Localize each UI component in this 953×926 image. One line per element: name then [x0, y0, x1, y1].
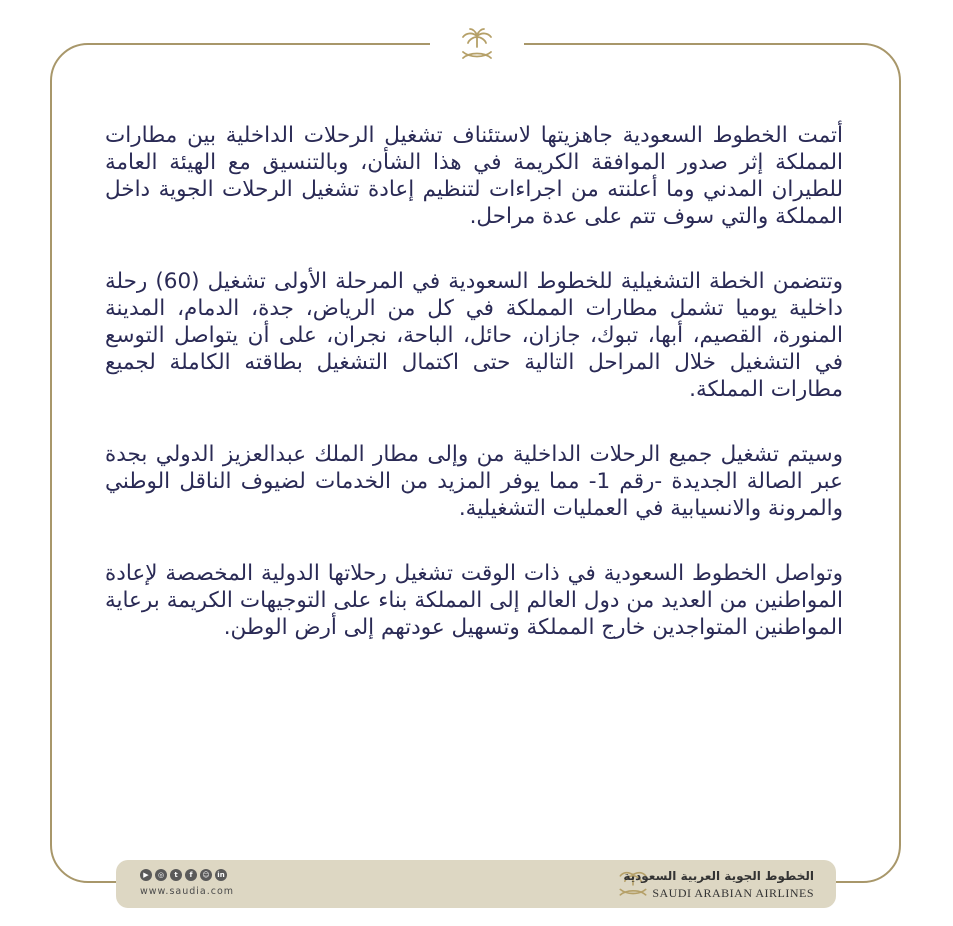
- website-link[interactable]: www.saudia.com: [140, 886, 235, 897]
- twitter-icon[interactable]: t: [170, 869, 182, 881]
- press-release-body: [105, 122, 843, 679]
- linkedin-icon[interactable]: in: [215, 869, 227, 881]
- palm-swords-emblem-icon: [456, 25, 498, 67]
- social-icons: [140, 869, 227, 881]
- paragraph-2: وتتضمن الخطة التشغيلية للخطوط السعودية في المرحلة الأولى تشغيل (60) رحلة داخلية يوميا تشمل مطارات المملكة في كل من الرياض، جدة، الدمام، المدينة المنورة، القصيم، أبها، تبوك، جازان، حائل، الباحة، نجران، على أن يتواصل التوسع في التشغيل خلال المراحل التالية حتى اكتمال التشغيل بطاقته الكاملة لجميع مطارات المملكة.: [105, 269, 843, 402]
- footer-bar: [116, 860, 836, 908]
- paragraph-4: وتواصل الخطوط السعودية في ذات الوقت تشغيل رحلاتها الدولية المخصصة لإعادة المواطنين من العديد من دول العالم إلى المملكة بناء على التوجيهات الكريمة برعاية المواطنين المتواجدين خارج المملكة وتسهيل عودتهم إلى أرض الوطن.: [105, 561, 843, 640]
- facebook-icon[interactable]: f: [185, 869, 197, 881]
- paragraph-1: أتمت الخطوط السعودية جاهزيتها لاستئناف تشغيل الرحلات الداخلية بين مطارات المملكة إثر صدور الموافقة الكريمة في هذا الشأن، وبالتنسيق مع الهيئة العامة للطيران المدني وما أعلنته من اجراءات لتنظيم إعادة تشغيل الرحلات الجوية داخل المملكة والتي سوف تتم على عدة مراحل.: [105, 123, 843, 229]
- brand-name-arabic: الخطوط الجوية العربية السعودية: [623, 869, 814, 883]
- brand-name-english: SAUDI ARABIAN AIRLINES: [652, 886, 814, 900]
- youtube-icon[interactable]: ▶: [140, 869, 152, 881]
- paragraph-3: وسيتم تشغيل جميع الرحلات الداخلية من وإلى مطار الملك عبدالعزيز الدولي بجدة عبر الصالة الجديدة -رقم 1- مما يوفر المزيد من الخدمات لضيوف الناقل الوطني والمرونة والانسيابية في العمليات التشغيلية.: [105, 442, 844, 521]
- snapchat-icon[interactable]: ☺: [200, 869, 212, 881]
- instagram-icon[interactable]: ◎: [155, 869, 167, 881]
